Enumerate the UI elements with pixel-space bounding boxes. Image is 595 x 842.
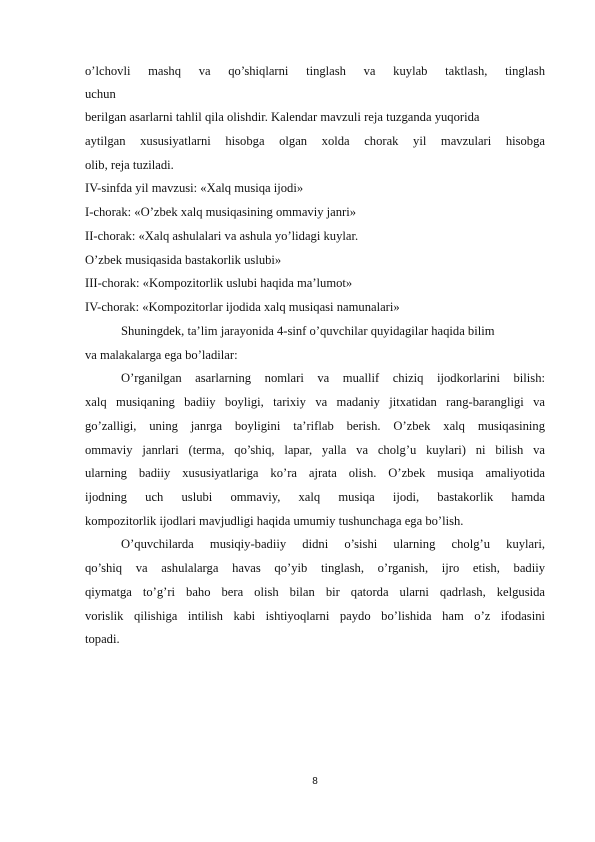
text-line: qiymatga to’g’ri baho bera olish bilan bir qatorda ularni qadrlash, kelgusida: [85, 585, 545, 599]
text-line: uchun: [85, 87, 116, 101]
text-line: O’zbek musiqasida bastakorlik uslubi»: [85, 253, 282, 267]
text-line: berilgan asarlarni tahlil qila olishdir. Kalendar mavzuli reja tuzganda yuqorida: [85, 110, 480, 124]
text-line: o’lchovli mashq va qo’shiqlarni tinglash va kuylab taktlash, tinglash: [85, 64, 545, 78]
text-line: II-chorak: «Xalq ashulalari va ashula yo’lidagi kuylar.: [85, 229, 359, 243]
text-line: va malakalarga ega bo’ladilar:: [85, 348, 238, 362]
text-line: ijodning uch uslubi ommaviy, xalq musiqa ijodi, bastakorlik hamda: [85, 490, 545, 504]
text-line: qo’shiq va ashulalarga havas qo’yib tinglash, o’rganish, ijro etish, badiiy: [85, 561, 545, 575]
text-line: olib, reja tuziladi.: [85, 158, 174, 172]
text-line: IV-sinfda yil mavzusi: «Xalq musiqa ijodi»: [85, 181, 304, 195]
text-line: ularning badiiy xususiyatlariga ko’ra ajrata olish. O’zbek musiqa amaliyotida: [85, 466, 545, 480]
text-line: xalq musiqaning badiiy boyligi, tarixiy va madaniy jitxatidan rang-barangligi va: [85, 395, 545, 409]
text-line: topadi.: [85, 632, 120, 646]
text-line: III-chorak: «Kompozitorlik uslubi haqida ma’lumot»: [85, 276, 353, 290]
text-line: go’zalligi, uning janrga boyligini ta’riflab berish. O’zbek xalq musiqasining: [85, 419, 545, 433]
text-line: ommaviy janrlari (terma, qo’shiq, lapar, yalla va cholg’u kuylari) ni bilish va: [85, 443, 545, 457]
text-line: aytilgan xususiyatlarni hisobga olgan xolda chorak yil mavzulari hisobga: [85, 134, 545, 148]
page-number: 8: [312, 776, 318, 787]
text-line: IV-chorak: «Kompozitorlar ijodida xalq musiqasi namunalari»: [85, 300, 400, 314]
text-line: Shuningdek, ta’lim jarayonida 4-sinf o’quvchilar quyidagilar haqida bilim: [121, 324, 495, 338]
text-line: O’quvchilarda musiqiy-badiiy didni o’sishi ularning cholg’u kuylari,: [121, 537, 545, 551]
text-line: I-chorak: «O’zbek xalq musiqasining ommaviy janri»: [85, 205, 357, 219]
text-line: vorislik qilishiga intilish kabi ishtiyoqlarni paydo bo’lishida ham o’z ifodasini: [85, 609, 545, 623]
text-line: O’rganilgan asarlarning nomlari va muallif chiziq ijodkorlarini bilish:: [121, 371, 545, 385]
text-line: kompozitorlik ijodlari mavjudligi haqida umumiy tushunchaga ega bo’lish.: [85, 514, 464, 528]
